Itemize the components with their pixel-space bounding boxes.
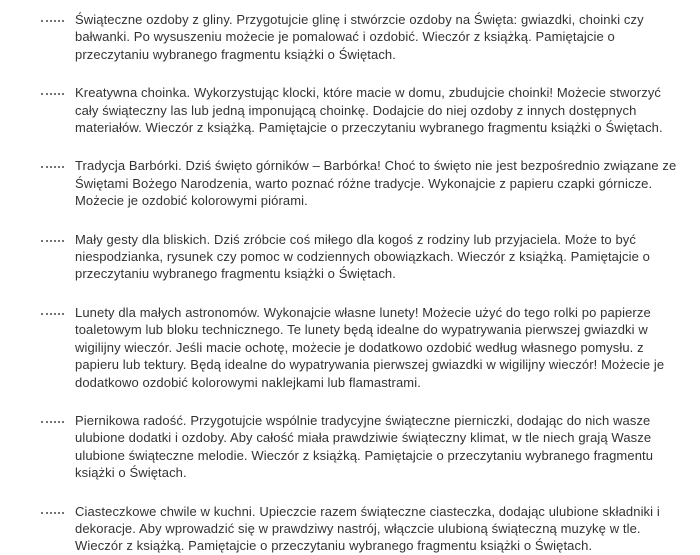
item-text: Lunety dla małych astronomów. Wykonajcie własne lunety! Możecie użyć do tego rolki po papierze toaletowym lub bloku technicznego. Te lunety będą idealne do wypatrywania pierwszej gwiazdki w wigilijny wieczór. Jeśli macie ochotę, możecie je dodatkowo ozdobić według własnego pomysłu. z papieru lub tektury. Będą idealne do wypatrywania pierwszej gwiazdki w wigilijny wieczór! Możecie je dodatkowo ozdobić kolorowymi naklejkami lub flamastrami.: [75, 304, 665, 390]
item-text: Tradycja Barbórki. Dziś święto górników – Barbórka! Choć to święto nie jest bezpośrednio związane ze Świętami Bożego Narodzenia, warto poznać różne tradycje. Wykonajcie z papieru czapki górnicze. Możecie je ozdobić kolorowymi piórami.: [75, 158, 677, 209]
list-item: [41, 304, 687, 391]
dotted-leader-icon: [41, 421, 64, 423]
item-text: Kreatywna choinka. Wykorzystując klocki, które macie w domu, zbudujcie choinki! Możecie stworzyć cały świąteczny las lub jedną imponującą choinkę. Dodajcie do niej ozdoby z innych dostępnych materiałów. Wieczór z książką. Pamiętajcie o przeczytaniu wybranego fragmentu książki o Świętach.: [75, 85, 663, 136]
item-text: Ciasteczkowe chwile w kuchni. Upieczcie razem świąteczne ciasteczka, dodając ulubione składniki i dekoracje. Aby wprowadzić się w prawdziwy nastrój, włączcie ulubioną świąteczną muzykę w tle. Wieczór z książką. Pamiętajcie o przeczytaniu wybranego fragmentu książki o Świętach.: [75, 503, 660, 554]
dotted-leader-icon: [41, 20, 64, 22]
list-item: [41, 11, 687, 63]
item-text: Piernikowa radość. Przygotujcie wspólnie tradycyjne świąteczne pierniczki, dodając do nich wasze ulubione dodatki i ozdoby. Aby całość miała prawdziwie świąteczny klimat, w tle niech grają Wasze ulubione świąteczne melodie. Wieczór z książką. Pamiętajcie o przeczytaniu wybranego fragmentu książki o Świętach.: [75, 412, 654, 481]
list-item: [41, 231, 687, 283]
list-item: [41, 157, 687, 209]
list-item: [41, 412, 687, 482]
dotted-leader-icon: [41, 313, 64, 315]
dotted-leader-icon: [41, 240, 64, 242]
dotted-leader-icon: [41, 512, 64, 514]
list-item: [41, 503, 687, 555]
item-text: Mały gesty dla bliskich. Dziś zróbcie coś miłego dla kogoś z rodziny lub przyjaciela. Może to być niespodzianka, rysunek czy pomoc w codziennych obowiązkach. Wieczór z książką. Pamiętajcie o przeczytaniu wybranego fragmentu książki o Świętach.: [75, 231, 650, 282]
dotted-leader-icon: [41, 166, 64, 168]
item-text: Świąteczne ozdoby z gliny. Przygotujcie glinę i stwórzcie ozdoby na Święta: gwiazdki, choinki czy bałwanki. Po wysuszeniu możecie je pomalować i ozdobić. Wieczór z książką. Pamiętajcie o przeczytaniu wybranego fragmentu książki o Świętach.: [75, 12, 644, 62]
dotted-leader-icon: [41, 93, 64, 95]
list-item: [41, 84, 687, 136]
